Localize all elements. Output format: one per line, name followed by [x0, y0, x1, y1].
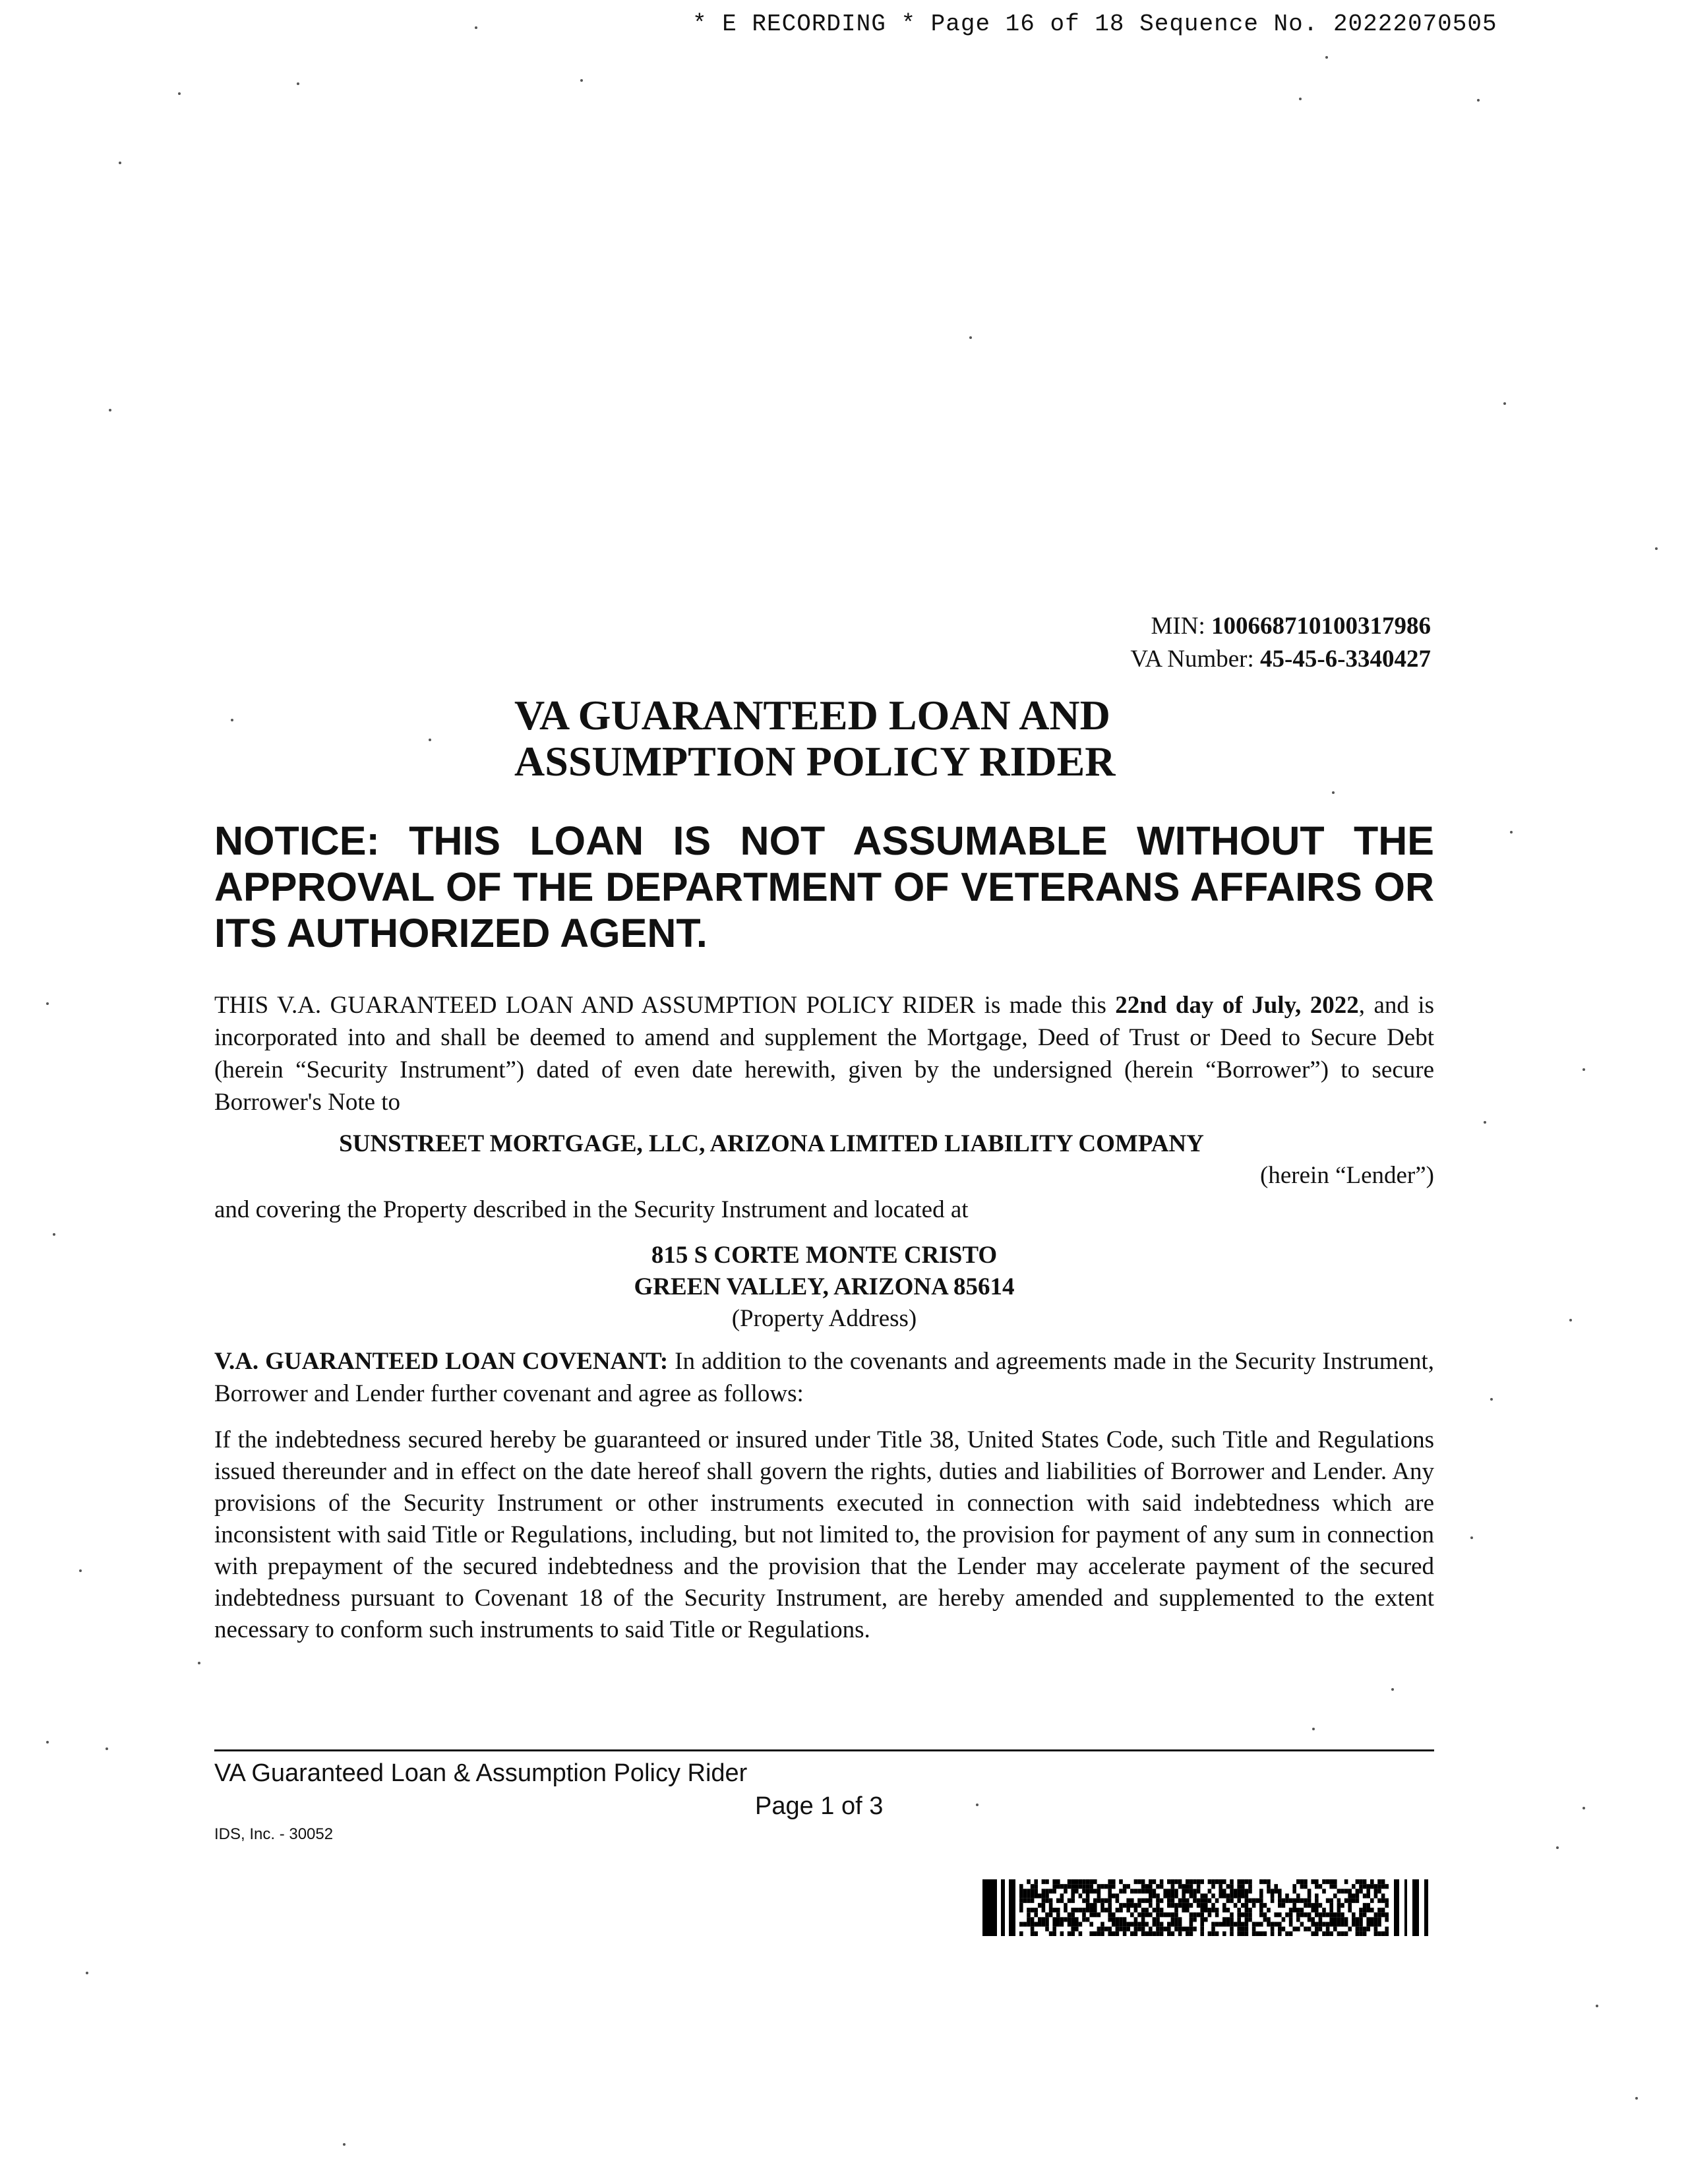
covenant-paragraph: [214, 1345, 1434, 1410]
scan-speck: [198, 1662, 200, 1664]
scan-speck: [1325, 56, 1328, 59]
property-street: 815 S CORTE MONTE CRISTO: [651, 1242, 998, 1269]
scan-speck: [1470, 1536, 1473, 1539]
intro-part-2: , and is incorporated into and shall be deemed to amend and supplement the Mortgage, Deed of Trust or Deed to Secure Debt (herein “Security Instrument”) dated of even date herewith, given by the undersigned (herein “Borrower”) to secure Borrower's Note to: [214, 992, 1434, 1116]
covering-text: and covering the Property described in the Security Instrument and located at: [214, 1196, 969, 1223]
lender-name: SUNSTREET MORTGAGE, LLC, ARIZONA LIMITED LIABILITY COMPANY: [339, 1130, 1204, 1157]
scan-speck: [178, 92, 181, 95]
property-address: [214, 1240, 1434, 1335]
assumption-notice: NOTICE: THIS LOAN IS NOT ASSUMABLE WITHOUT THE APPROVAL OF THE DEPARTMENT OF VETERANS AFFAIRS OR ITS AUTHORIZED AGENT.: [214, 818, 1434, 956]
scan-speck: [580, 79, 583, 82]
scan-speck: [53, 1233, 55, 1236]
scan-speck: [1332, 791, 1335, 794]
min-label: MIN:: [1151, 613, 1205, 640]
scan-speck: [1391, 1688, 1394, 1691]
scan-speck: [1569, 1319, 1572, 1321]
scan-speck: [1596, 2005, 1598, 2007]
footer-page-number: Page 1 of 3: [755, 1792, 884, 1820]
va-number-label: VA Number:: [1130, 646, 1254, 673]
scan-speck: [1655, 547, 1658, 550]
scan-speck: [46, 1741, 49, 1744]
scan-speck: [1503, 402, 1506, 405]
rider-date-year: 2022: [1310, 992, 1359, 1019]
scan-speck: [1490, 1398, 1493, 1401]
scan-speck: [1582, 1807, 1585, 1809]
lender-tag: (herein “Lender”): [1260, 1162, 1434, 1189]
scan-speck: [1299, 98, 1302, 100]
property-address-tag: (Property Address): [731, 1305, 917, 1332]
title-38-paragraph: If the indebtedness secured hereby be guaranteed or insured under Title 38, United States Code, such Title and Regulations issued thereunder and in effect on the date hereof shall govern the rights, duties and liabilities of Borrower and Lender. Any provisions of the Security Instrument or other instruments executed in connection with said indebtedness which are inconsistent with said Title or Regulations, including, but not limited to, the provision for payment of any sum in connection with prepayment of the secured indebtedness and the provision that the Lender may accelerate payment of the secured indebtedness pursuant to Covenant 18 of the Security Instrument, are hereby amended and supplemented to the extent necessary to conform such instruments to said Title or Regulations.: [214, 1426, 1434, 1643]
intro-paragraph: [214, 989, 1434, 1118]
document-title: [514, 692, 1372, 785]
scan-speck: [429, 739, 431, 741]
loan-identifiers: [837, 610, 1431, 676]
covenant-text: In addition to the covenants and agreements made in the Security Instrument, Borrower and Lender further covenant and agree as follows:: [214, 1348, 1434, 1407]
footer-divider: [214, 1749, 1434, 1751]
scan-speck: [46, 1002, 49, 1005]
scan-speck: [1635, 2097, 1638, 2100]
min-value: 100668710100317986: [1211, 613, 1431, 640]
va-number-value: 45-45-6-3340427: [1260, 646, 1431, 673]
scan-speck: [1484, 1121, 1486, 1124]
recording-header: * E RECORDING * Page 16 of 18 Sequence No. 20222070505: [692, 11, 1497, 38]
title-line-1: VA GUARANTEED LOAN AND: [514, 692, 1110, 739]
scan-speck: [231, 719, 233, 721]
scan-speck: [109, 409, 111, 411]
scan-speck: [343, 2143, 346, 2146]
scan-speck: [106, 1747, 108, 1750]
footer-form-number: IDS, Inc. - 30052: [214, 1825, 334, 1843]
scan-speck: [79, 1569, 82, 1572]
scan-speck: [86, 1972, 88, 1974]
intro-part-1: THIS V.A. GUARANTEED LOAN AND ASSUMPTION POLICY RIDER is made this: [214, 992, 1116, 1019]
covenant-heading: V.A. GUARANTEED LOAN COVENANT:: [214, 1348, 669, 1375]
barcode-icon: [982, 1879, 1431, 1936]
scan-speck: [297, 82, 299, 85]
scan-speck: [1582, 1068, 1585, 1071]
scan-speck: [969, 336, 972, 339]
scan-speck: [976, 1804, 979, 1806]
va-number-line: [837, 643, 1431, 676]
scan-speck: [119, 162, 121, 164]
property-city-state-zip: GREEN VALLEY, ARIZONA 85614: [634, 1273, 1015, 1300]
scan-speck: [1556, 1846, 1559, 1849]
scan-speck: [1510, 831, 1513, 834]
scan-speck: [475, 26, 477, 29]
footer-form-title: VA Guaranteed Loan & Assumption Policy Rider: [214, 1759, 748, 1787]
rider-date-day: 22nd day of July,: [1115, 992, 1302, 1019]
scan-speck: [1477, 99, 1480, 102]
scan-speck: [1312, 1728, 1315, 1730]
min-line: [837, 610, 1431, 643]
title-line-2: ASSUMPTION POLICY RIDER: [514, 738, 1116, 785]
